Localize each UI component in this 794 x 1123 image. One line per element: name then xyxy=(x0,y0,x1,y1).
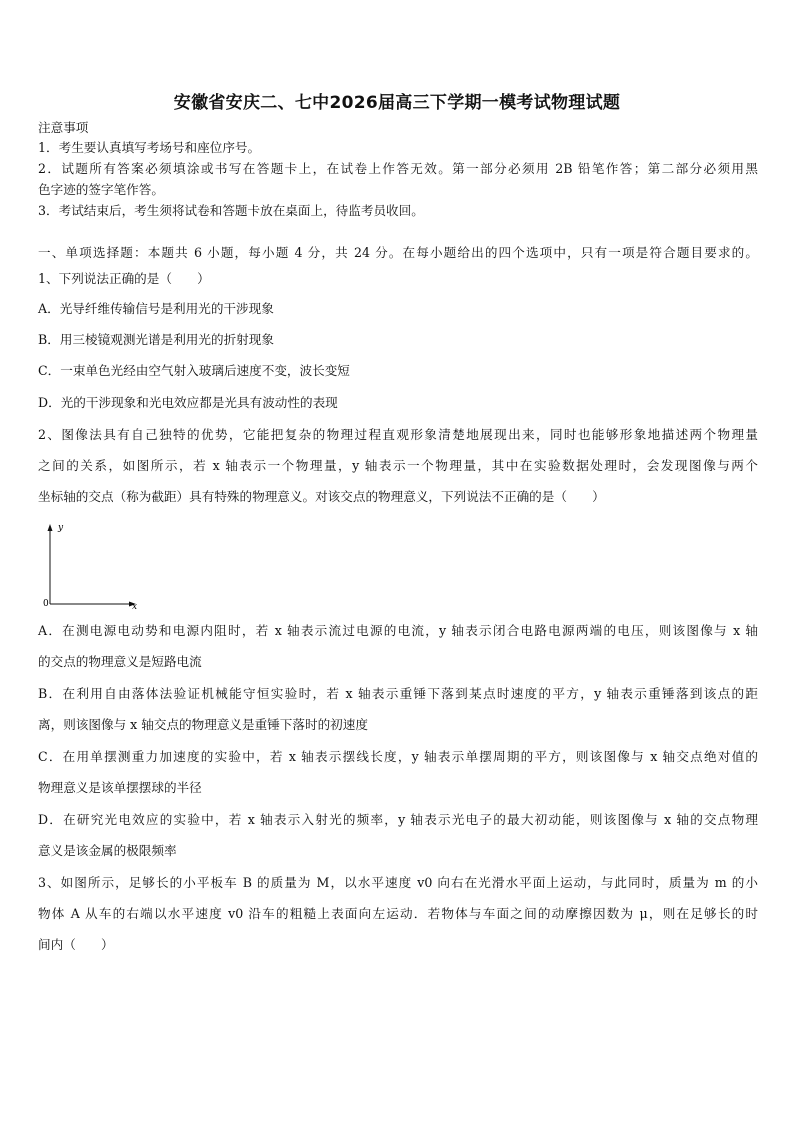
q2-option-b-line-2: 离，则该图像与 x 轴交点的物理意义是重锤下落时的初速度 xyxy=(38,717,368,732)
axes-svg xyxy=(38,520,148,612)
notice-heading: 注意事项 xyxy=(38,120,89,135)
q2-option-c-line-1: C．在用单摆测重力加速度的实验中，若 x 轴表示摆线长度，y 轴表示单摆周期的平方，则该图像与 x 轴交点绝对值的 xyxy=(38,749,758,764)
q2-option-b-line-1: B．在利用自由落体法验证机械能守恒实验时，若 x 轴表示重锤下落到某点时速度的平方，y 轴表示重锤落到该点的距 xyxy=(38,686,758,701)
y-axis-arrow-icon xyxy=(48,524,53,531)
notice-item-1: 1．考生要认真填写考场号和座位序号。 xyxy=(38,140,261,155)
exam-title: 安徽省安庆二、七中2026届高三下学期一模考试物理试题 xyxy=(173,93,621,113)
q3-stem-line-1: 3、如图所示，足够长的小平板车 B 的质量为 M，以水平速度 v0 向右在光滑水平面上运动，与此同时，质量为 m 的小 xyxy=(38,875,758,890)
origin-label: 0 xyxy=(43,599,49,609)
q2-stem-line-3: 坐标轴的交点（称为截距）具有特殊的物理意义。对该交点的物理意义，下列说法不正确的是（ ） xyxy=(38,489,605,504)
q2-option-c-line-2: 物理意义是该单摆摆球的半径 xyxy=(38,780,202,795)
x-axis-label: x xyxy=(132,602,138,612)
q3-stem-line-3: 间内（ ） xyxy=(38,937,114,952)
q1-option-b: B．用三棱镜观测光谱是利用光的折射现象 xyxy=(38,332,274,347)
q2-option-d-line-1: D．在研究光电效应的实验中，若 x 轴表示入射光的频率，y 轴表示光电子的最大初动能，则该图像与 x 轴的交点物理 xyxy=(38,812,758,827)
q2-option-a-line-2: 的交点的物理意义是短路电流 xyxy=(38,654,202,669)
axes-diagram xyxy=(38,520,148,612)
q1-stem: 1、下列说法正确的是（ ） xyxy=(38,271,210,286)
q1-option-c: C．一束单色光经由空气射入玻璃后速度不变，波长变短 xyxy=(38,363,350,378)
notice-item-2-cont: 色字迹的签字笔作答。 xyxy=(38,182,164,197)
q2-stem-line-2: 之间的关系，如图所示，若 x 轴表示一个物理量，y 轴表示一个物理量，其中在实验数据处理时，会发现图像与两个 xyxy=(38,458,758,473)
notice-item-2: 2．试题所有答案必须填涂或书写在答题卡上，在试卷上作答无效。第一部分必须用 2B 铅笔作答；第二部分必须用黑 xyxy=(38,161,758,176)
q1-option-a: A．光导纤维传输信号是利用光的干涉现象 xyxy=(38,301,274,316)
q2-stem-line-1: 2、图像法具有自己独特的优势，它能把复杂的物理过程直观形象清楚地展现出来，同时也能够形象地描述两个物理量 xyxy=(38,427,758,442)
q1-option-d: D．光的干涉现象和光电效应都是光具有波动性的表现 xyxy=(38,395,338,410)
section-heading: 一、单项选择题：本题共 6 小题，每小题 4 分，共 24 分。在每小题给出的四个选项中，只有一项是符合题目要求的。 xyxy=(38,245,758,260)
q2-option-a-line-1: A．在测电源电动势和电源内阻时，若 x 轴表示流过电源的电流，y 轴表示闭合电路电源两端的电压，则该图像与 x 轴 xyxy=(38,623,758,638)
q3-stem-line-2: 物体 A 从车的右端以水平速度 v0 沿车的粗糙上表面向左运动．若物体与车面之间的动摩擦因数为 μ，则在足够长的时 xyxy=(38,906,758,921)
q2-option-d-line-2: 意义是该金属的极限频率 xyxy=(38,843,177,858)
notice-item-3: 3．考试结束后，考生须将试卷和答题卡放在桌面上，待监考员收回。 xyxy=(38,203,424,218)
y-axis-label: y xyxy=(58,523,64,533)
